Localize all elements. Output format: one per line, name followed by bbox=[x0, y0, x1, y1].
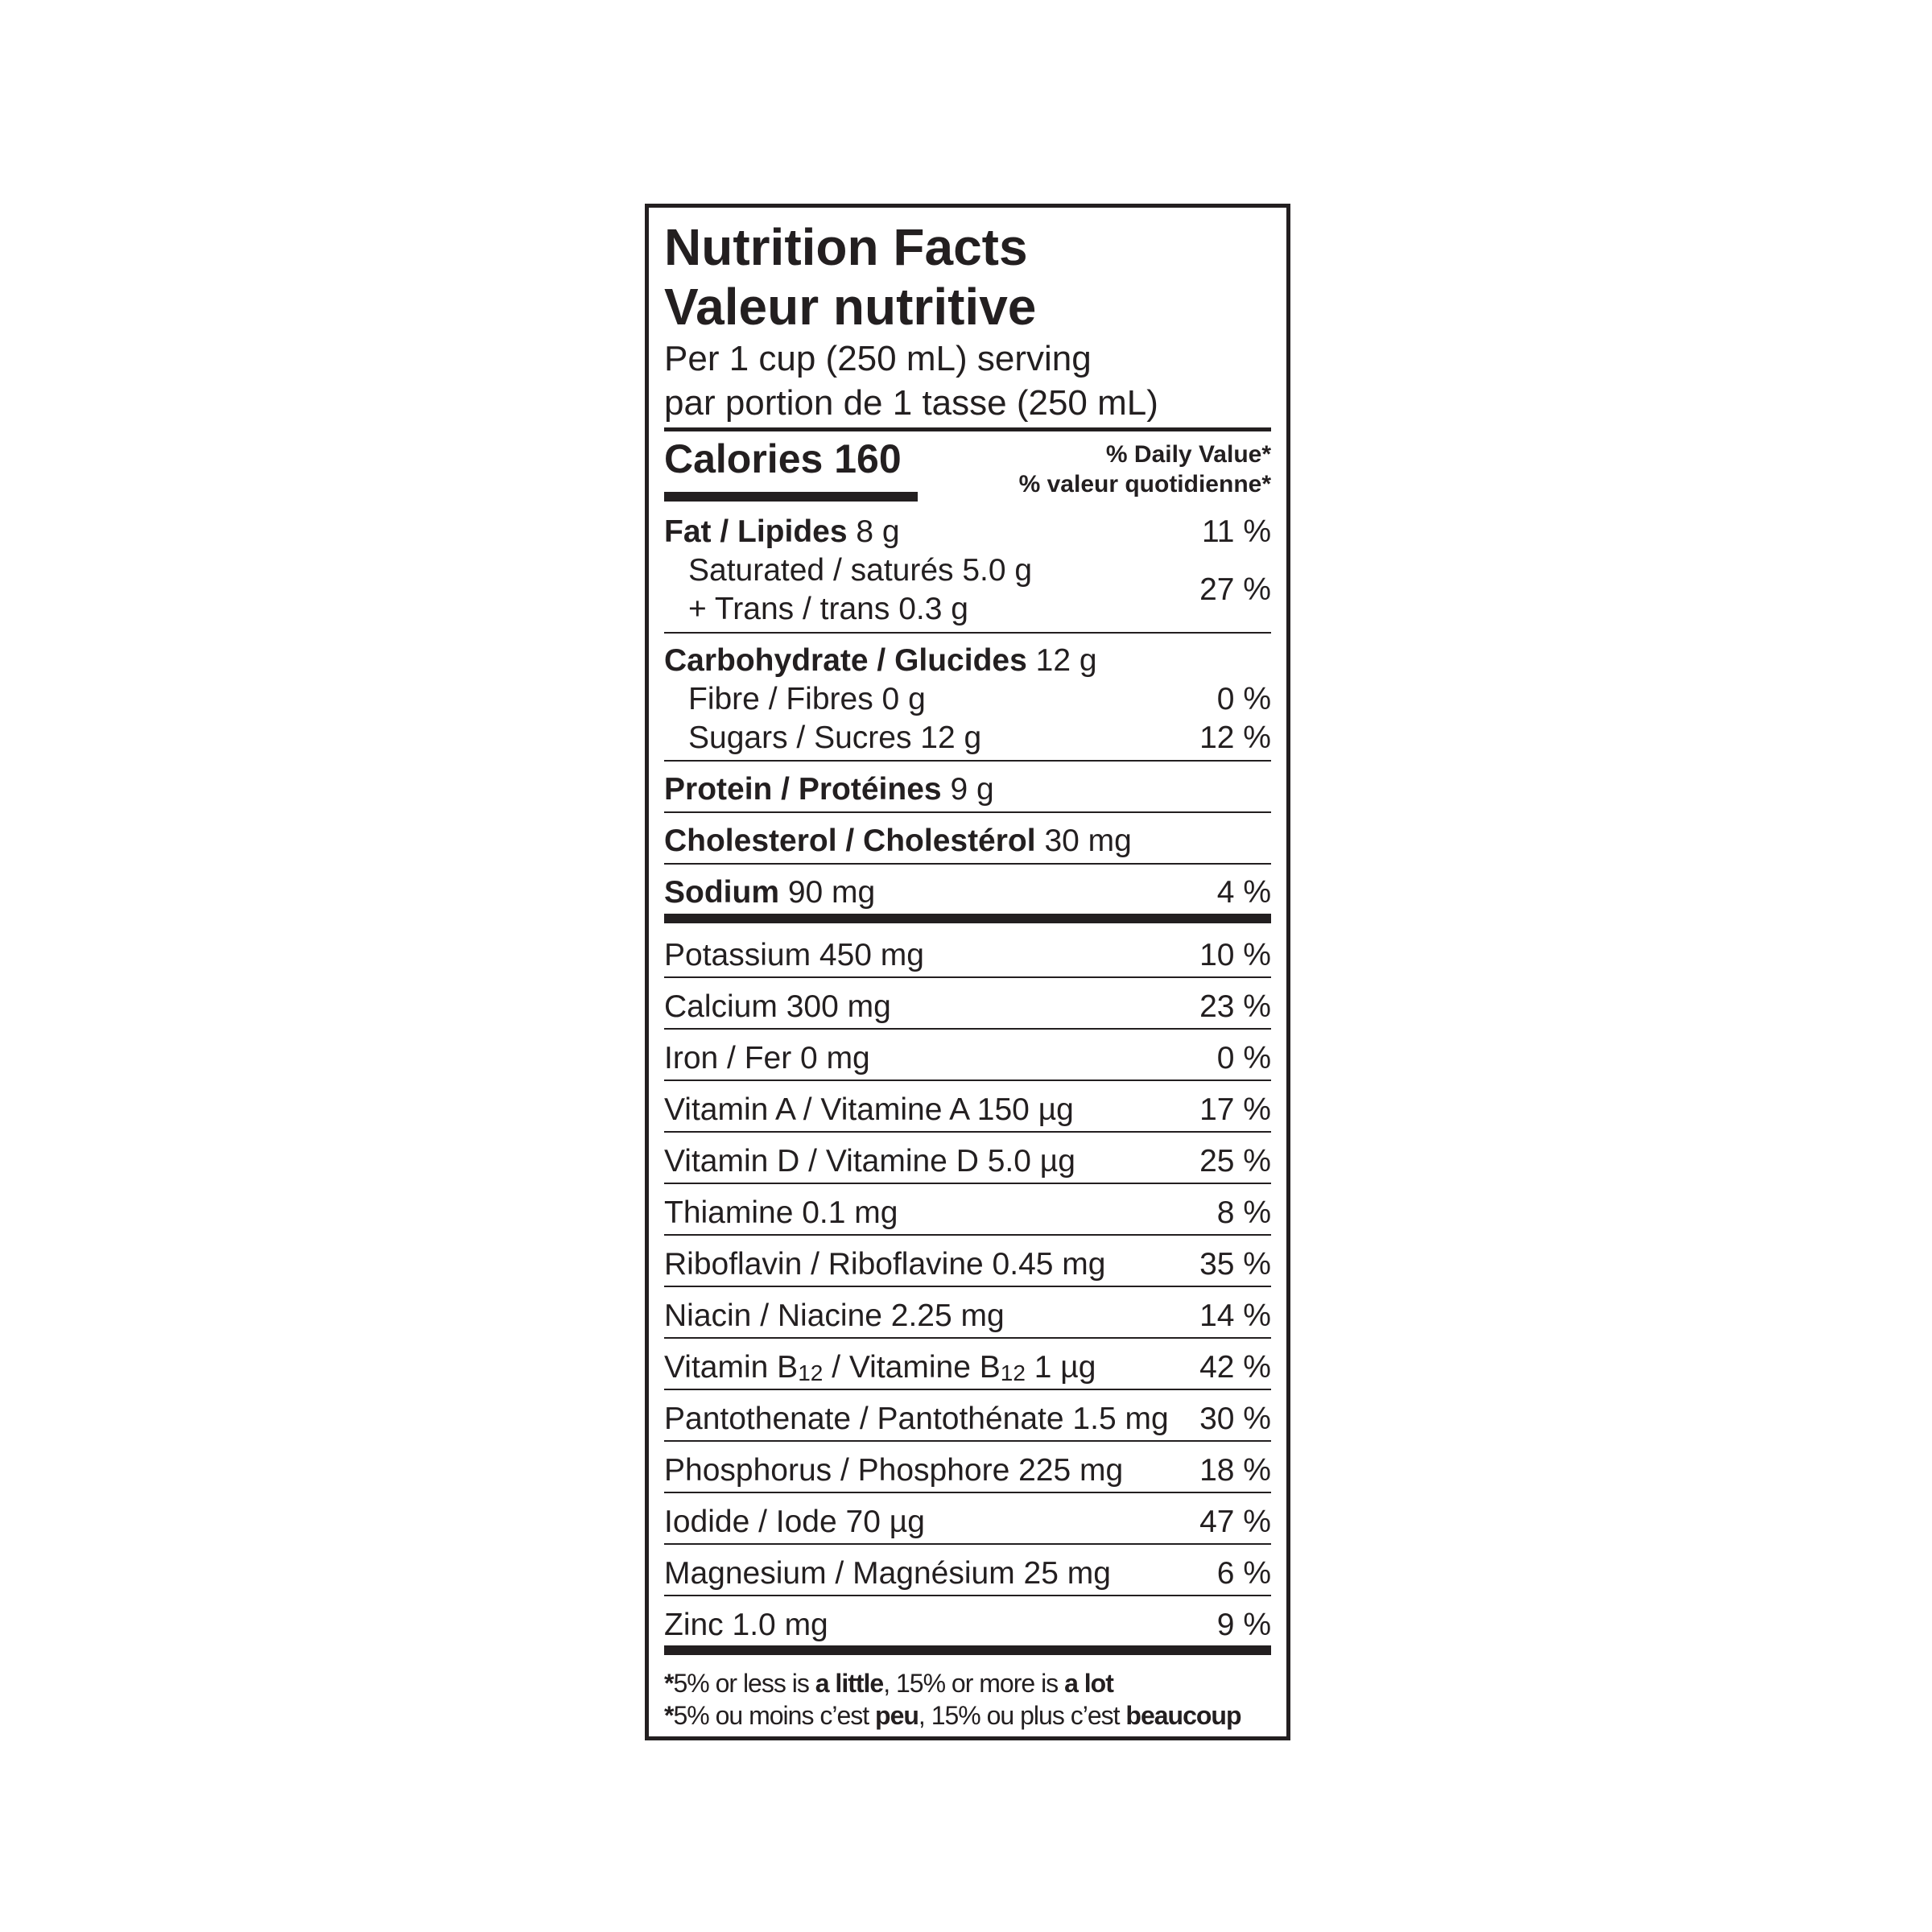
divider bbox=[664, 863, 1271, 865]
vitamin-d-percent: 25 % bbox=[1199, 1144, 1271, 1179]
footnote-english: *5% or less is a little, 15% or more is a lot bbox=[664, 1669, 1113, 1698]
vitamin-a-label: Vitamin A / Vitamine A 150 µg bbox=[664, 1092, 1074, 1127]
fat-percent: 11 % bbox=[1202, 514, 1271, 549]
vitamin-b12-percent: 42 % bbox=[1199, 1350, 1271, 1385]
divider bbox=[664, 1440, 1271, 1442]
niacin-label: Niacin / Niacine 2.25 mg bbox=[664, 1298, 1005, 1333]
divider bbox=[664, 1028, 1271, 1030]
calories bbox=[664, 436, 902, 481]
sodium-amount: 90 mg bbox=[787, 875, 876, 910]
potassium-label: Potassium 450 mg bbox=[664, 938, 924, 972]
thick-divider bbox=[664, 914, 1271, 923]
fat-amount: 8 g bbox=[856, 514, 900, 549]
iron-label: Iron / Fer 0 mg bbox=[664, 1041, 870, 1075]
footnote-french: *5% ou moins c’est peu, 15% ou plus c’est beaucoup bbox=[664, 1701, 1241, 1730]
pantothenate-percent: 30 % bbox=[1199, 1402, 1271, 1436]
divider bbox=[664, 1595, 1271, 1596]
sugars-percent: 12 % bbox=[1199, 720, 1271, 755]
fat-label: Fat / Lipides bbox=[664, 514, 848, 549]
magnesium-percent: 6 % bbox=[1216, 1556, 1271, 1591]
iodide-percent: 47 % bbox=[1199, 1505, 1271, 1539]
riboflavin-percent: 35 % bbox=[1199, 1247, 1271, 1282]
divider bbox=[664, 811, 1271, 813]
protein-label: Protein / Protéines bbox=[664, 772, 942, 807]
calories-label: Calories bbox=[664, 436, 824, 481]
daily-value-heading-english: % Daily Value* bbox=[1105, 441, 1271, 468]
thick-divider bbox=[664, 1645, 1271, 1655]
sugars-label: Sugars / Sucres 12 g bbox=[688, 720, 982, 755]
divider bbox=[664, 1337, 1271, 1339]
iodide-label: Iodide / Iode 70 µg bbox=[664, 1505, 925, 1539]
sodium-percent: 4 % bbox=[1216, 875, 1271, 910]
thiamine-percent: 8 % bbox=[1216, 1195, 1271, 1230]
vitamin-b12-label: Vitamin $B_{12}$ / Vitamine $B_{12}$ 1 µg bbox=[664, 1350, 1096, 1385]
divider bbox=[664, 1080, 1271, 1081]
divider bbox=[664, 1389, 1271, 1390]
saturated-label: Saturated / saturés 5.0 g bbox=[688, 553, 1033, 588]
divider bbox=[664, 632, 1271, 634]
divider bbox=[664, 1131, 1271, 1133]
title-english: Nutrition Facts bbox=[664, 218, 1028, 276]
calories-value: 160 bbox=[834, 436, 902, 481]
divider bbox=[664, 1492, 1271, 1493]
iron-percent: 0 % bbox=[1216, 1041, 1271, 1075]
nutrition-facts-panel bbox=[645, 204, 1290, 1740]
carbohydrate-label: Carbohydrate / Glucides bbox=[664, 643, 1027, 678]
sodium-label: Sodium bbox=[664, 875, 779, 910]
divider bbox=[664, 1183, 1271, 1184]
title-french: Valeur nutritive bbox=[664, 278, 1037, 336]
divider bbox=[664, 760, 1271, 762]
vitamin-a-percent: 17 % bbox=[1199, 1092, 1271, 1127]
serving-divider bbox=[664, 427, 1271, 431]
serving-size-french: par portion de 1 tasse (250 mL) bbox=[664, 383, 1158, 423]
magnesium-label: Magnesium / Magnésium 25 mg bbox=[664, 1556, 1111, 1591]
divider bbox=[664, 1234, 1271, 1236]
riboflavin-label: Riboflavin / Riboflavine 0.45 mg bbox=[664, 1247, 1106, 1282]
phosphorus-percent: 18 % bbox=[1199, 1453, 1271, 1488]
trans-label: + Trans / trans 0.3 g bbox=[688, 592, 968, 626]
potassium-percent: 10 % bbox=[1199, 938, 1271, 972]
cholesterol-amount: 30 mg bbox=[1044, 824, 1132, 858]
serving-size-english: Per 1 cup (250 mL) serving bbox=[664, 339, 1092, 378]
zinc-percent: 9 % bbox=[1216, 1608, 1271, 1642]
thiamine-label: Thiamine 0.1 mg bbox=[664, 1195, 898, 1230]
divider bbox=[664, 1543, 1271, 1545]
cholesterol-label: Cholesterol / Cholestérol bbox=[664, 824, 1036, 858]
saturated-trans-percent: 27 % bbox=[1199, 572, 1271, 607]
protein-amount: 9 g bbox=[950, 772, 994, 807]
niacin-percent: 14 % bbox=[1199, 1298, 1271, 1333]
divider bbox=[664, 976, 1271, 978]
calcium-percent: 23 % bbox=[1199, 989, 1271, 1024]
fibre-percent: 0 % bbox=[1216, 682, 1271, 716]
divider bbox=[664, 1286, 1271, 1287]
pantothenate-label: Pantothenate / Pantothénate 1.5 mg bbox=[664, 1402, 1169, 1436]
calories-underline bbox=[664, 492, 918, 502]
phosphorus-label: Phosphorus / Phosphore 225 mg bbox=[664, 1453, 1124, 1488]
zinc-label: Zinc 1.0 mg bbox=[664, 1608, 828, 1642]
fibre-label: Fibre / Fibres 0 g bbox=[688, 682, 926, 716]
daily-value-heading-french: % valeur quotidienne* bbox=[1018, 471, 1271, 497]
vitamin-d-label: Vitamin D / Vitamine D 5.0 µg bbox=[664, 1144, 1075, 1179]
calcium-label: Calcium 300 mg bbox=[664, 989, 891, 1024]
carbohydrate-amount: 12 g bbox=[1035, 643, 1097, 678]
